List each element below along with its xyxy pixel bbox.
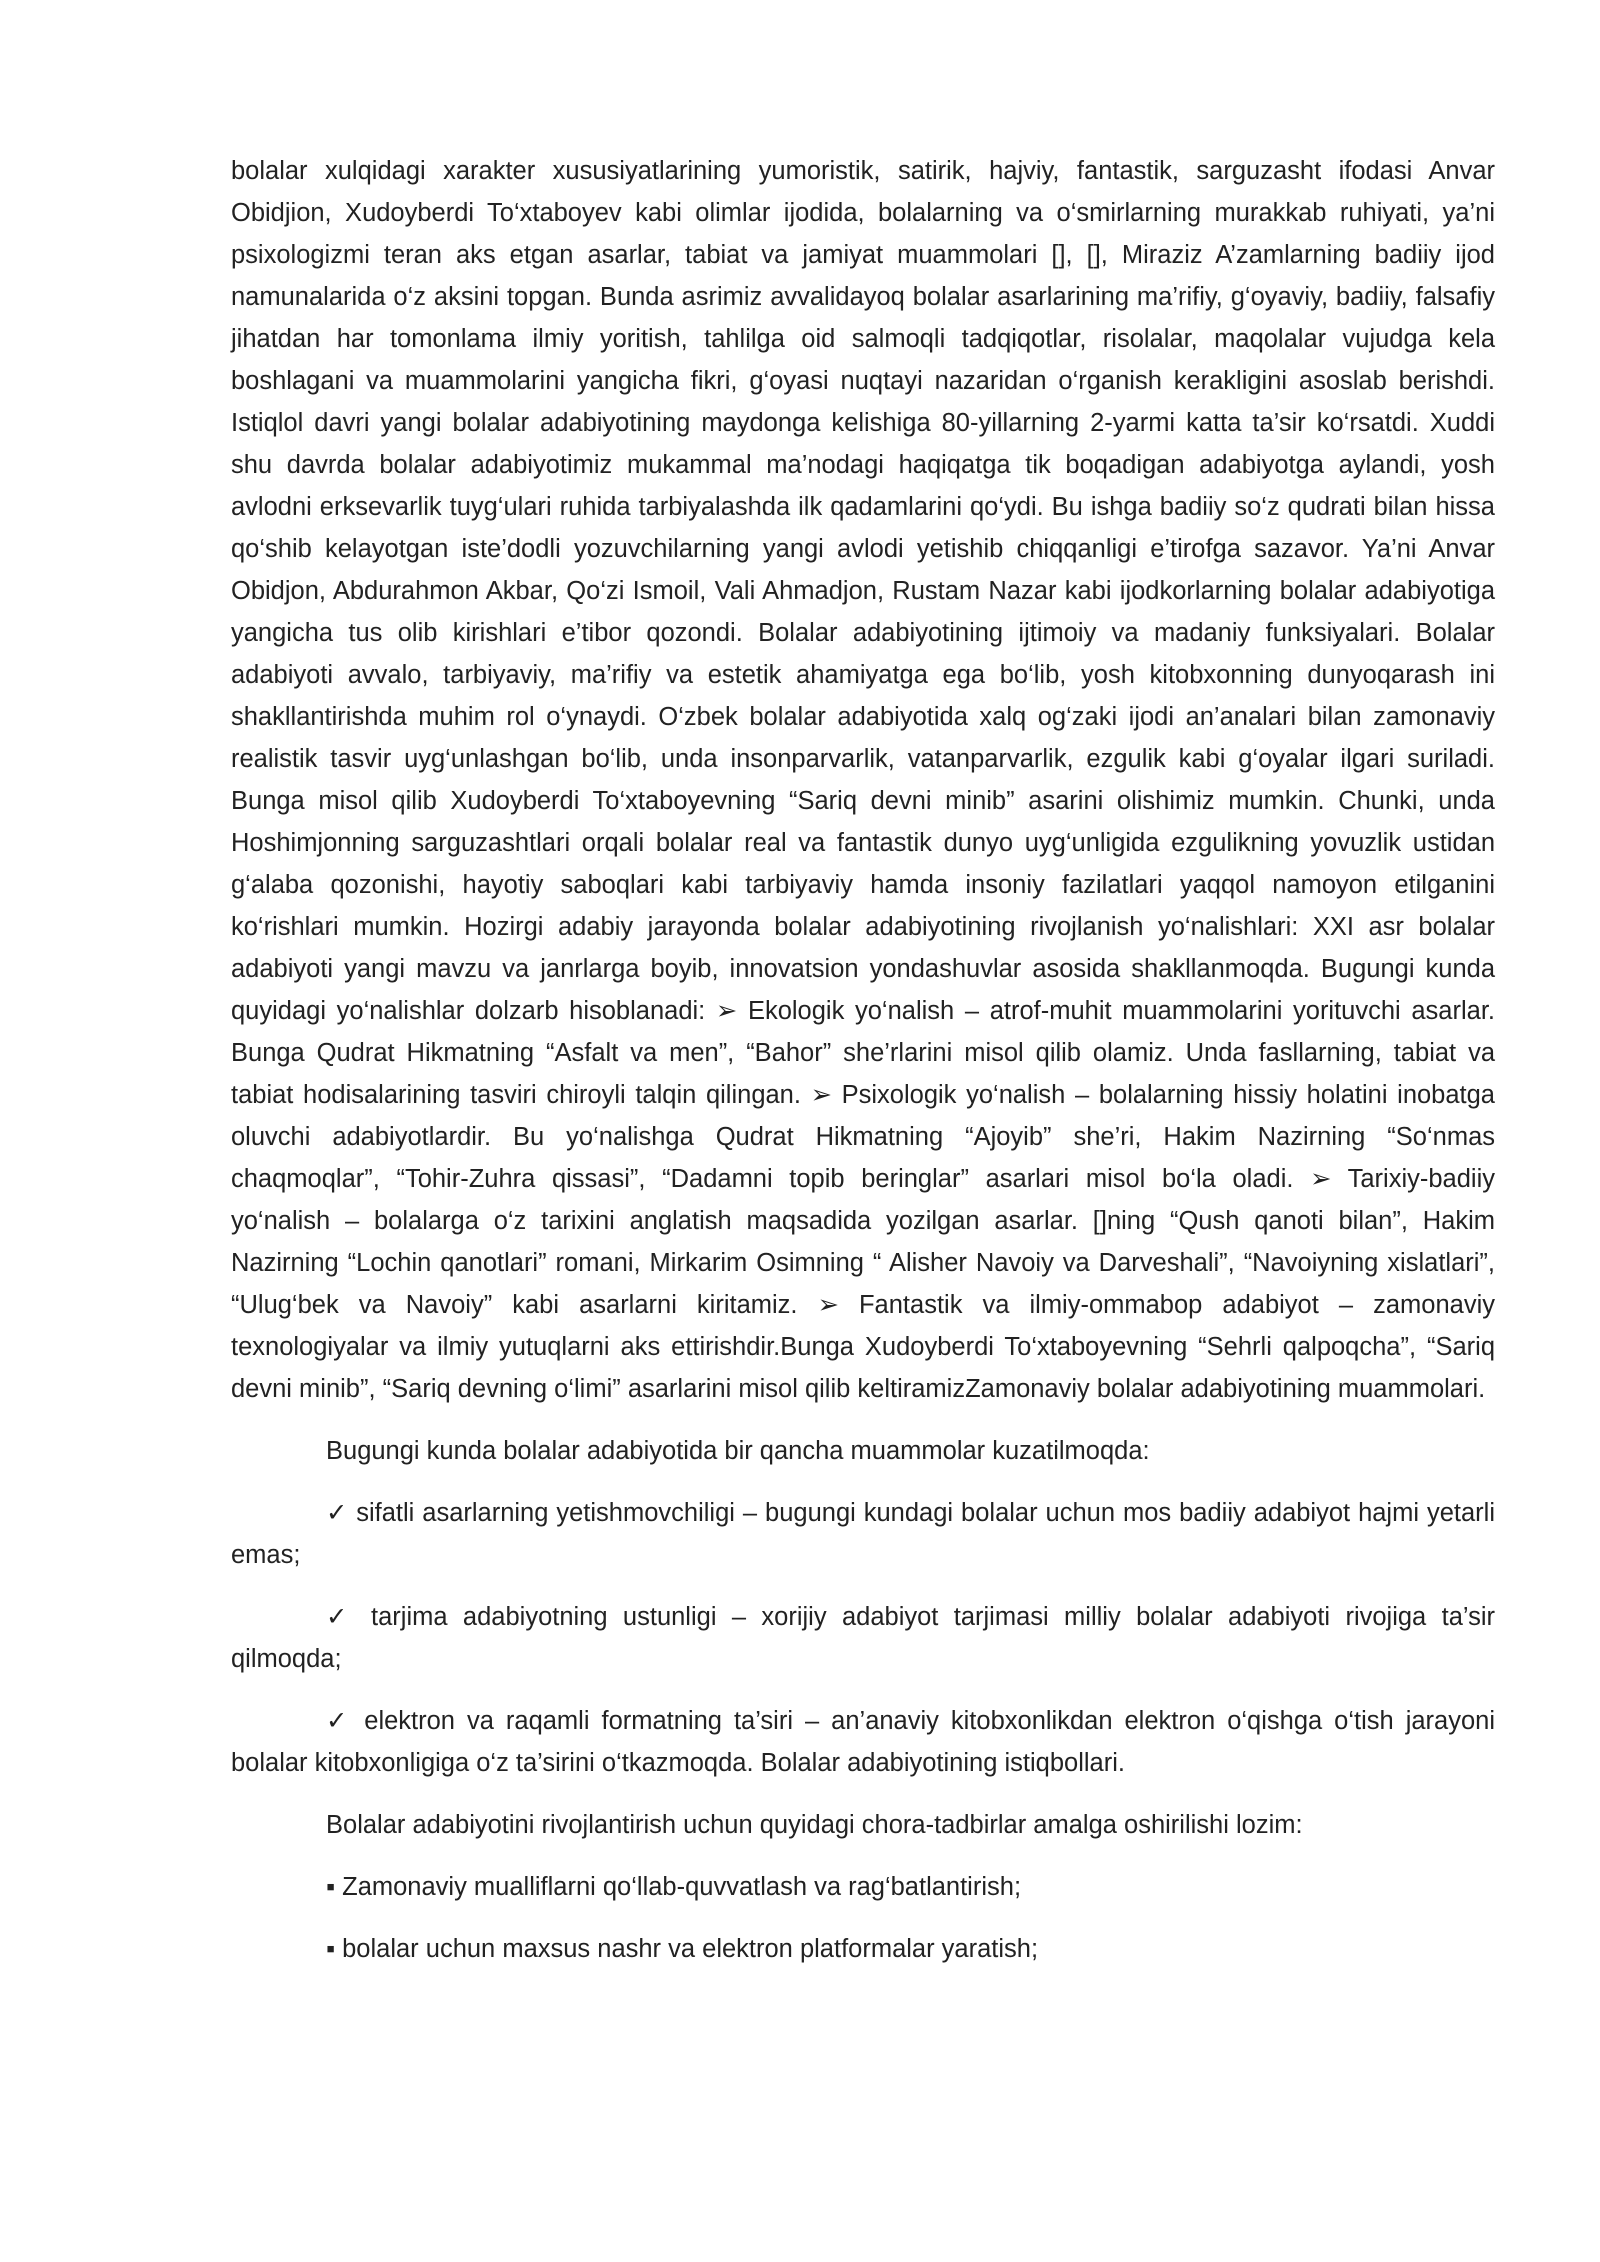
checklist-item-digital: ✓ elektron va raqamli formatning ta’siri – an’anaviy kitobxonlikdan elektron o‘qishga o‘tish jarayoni bolalar kitobxonligiga o‘z ta’sirini o‘tkazmoqda. Bolalar adabiyotining istiqbollari. [231, 1707, 1495, 1777]
checklist-item-quality: ✓ sifatli asarlarning yetishmovchiligi – bugungi kundagi bolalar uchun mos badiiy adabiyot hajmi yetarli emas; [231, 1499, 1495, 1569]
body-paragraph-problems-intro: Bugungi kunda bolalar adabiyotida bir qancha muammolar kuzatilmoqda: [326, 1437, 1150, 1465]
bullet-item-authors: ▪ Zamonaviy mualliflarni qo‘llab-quvvatlash va rag‘batlantirish; [326, 1873, 1022, 1901]
bullet-item-platforms: ▪ bolalar uchun maxsus nashr va elektron platformalar yaratish; [326, 1935, 1039, 1963]
body-paragraph-measures-intro: Bolalar adabiyotini rivojlantirish uchun quyidagi chora-tadbirlar amalga oshirilishi lozim: [326, 1811, 1303, 1839]
checklist-item-translation: ✓ tarjima adabiyotning ustunligi – xorijiy adabiyot tarjimasi milliy bolalar adabiyoti rivojiga ta’sir qilmoqda; [231, 1603, 1495, 1673]
body-paragraph-main: bolalar xulqidagi xarakter xususiyatlarining yumoristik, satirik, hajviy, fantastik, sarguzasht ifodasi Anvar Obidjion, Xudoyberdi To‘xtaboyev kabi olimlar ijodida, bolalarning va o‘smirlarning murakkab ruhiyati, ya’ni psixologizmi teran aks etgan asarlar, tabiat va jamiyat muammolari [], [], Miraziz A’zamlarning badiiy ijod namunalarida o‘z aksini topgan. Bunda asrimiz avvalidayoq bolalar asarlarining ma’rifiy, g‘oyaviy, badiiy, falsafiy jihatdan har tomonlama ilmiy yoritish, tahlilga oid salmoqli tadqiqotlar, risolalar, maqolalar vujudga kela boshlagani va muammolarini yangicha fikri, g‘oyasi nuqtayi nazaridan o‘rganish kerakligini asoslab berishdi. Istiqlol davri yangi bolalar adabiyotining maydonga kelishiga 80-yillarning 2-yarmi katta ta’sir ko‘rsatdi. Xuddi shu davrda bolalar adabiyotimiz mukammal ma’nodagi haqiqatga tik boqadigan adabiyotga aylandi, yosh avlodni erksevarlik tuyg‘ulari ruhida tarbiyalashda ilk qadamlarini qo‘ydi. Bu ishga badiiy so‘z qudrati bilan hissa qo‘shib kelayotgan iste’dodli yozuvchilarning yangi avlodi yetishib chiqqanligi e’tirofga sazavor. Ya’ni Anvar Obidjon, Abdurahmon Akbar, Qo‘zi Ismoil, Vali Ahmadjon, Rustam Nazar kabi ijodkorlarning bolalar adabiyotiga yangicha tus olib kirishlari e’tibor qozondi. Bolalar adabiyotining ijtimoiy va madaniy funksiyalari. Bolalar adabiyoti avvalo, tarbiyaviy, ma’rifiy va estetik ahamiyatga ega bo‘lib, yosh kitobxonning dunyoqarash ini shakllantirishda muhim rol o‘ynaydi. O‘zbek bolalar adabiyotida xalq og‘zaki ijodi an’analari bilan zamonaviy realistik tasvir uyg‘unlashgan bo‘lib, unda insonparvarlik, vatanparvarlik, ezgulik kabi g‘oyalar ilgari suriladi. Bunga misol qilib Xudoyberdi To‘xtaboyevning “Sariq devni minib” asarini olishimiz mumkin. Chunki, unda Hoshimjonning sarguzashtlari orqali bolalar real va fantastik dunyo uyg‘unligida ezgulikning yovuzlik ustidan g‘alaba qozonishi, hayotiy saboqlari kabi tarbiyaviy hamda insoniy fazilatlari yaqqol namoyon etilganini ko‘rishlari mumkin. Hozirgi adabiy jarayonda bolalar adabiyotining rivojlanish yo‘nalishlari: XXI asr bolalar adabiyoti yangi mavzu va janrlarga boyib, innovatsion yondashuvlar asosida shakllanmoqda. Bugungi kunda quyidagi yo‘nalishlar dolzarb hisoblanadi: ➢ Ekologik yo‘nalish – atrof-muhit muammolarini yorituvchi asarlar. Bunga Qudrat Hikmatning “Asfalt va men”, “Bahor” she’rlarini misol qilib olamiz. Unda fasllarning, tabiat va tabiat hodisalarining tasviri chiroyli talqin qilingan. ➢ Psixologik yo‘nalish – bolalarning hissiy holatini inobatga oluvchi adabiyotlardir. Bu yo‘nalishga Qudrat Hikmatning “Ajoyib” she’ri, Hakim Nazirning “So‘nmas chaqmoqlar”, “Tohir-Zuhra qissasi”, “Dadamni topib beringlar” asarlari misol bo‘la oladi. ➢ Tarixiy-badiiy yo‘nalish – bolalarga o‘z tarixini anglatish maqsadida yozilgan asarlar. []ning “Qush qanoti bilan”, Hakim Nazirning “Lochin qanotlari” romani, Mirkarim Osimning “ Alisher Navoiy va Darveshali”, “Navoiyning xislatlari”, “Ulug‘bek va Navoiy” kabi asarlarni kiritamiz. ➢ Fantastik va ilmiy-ommabop adabiyot – zamonaviy texnologiyalar va ilmiy yutuqlarni aks ettirishdir.Bunga Xudoyberdi To‘xtaboyevning “Sehrli qalpoqcha”, “Sariq devni minib”, “Sariq devning o‘limi” asarlarini misol qilib keltiramizZamonaviy bolalar adabiyotining muammolari. [231, 157, 1495, 1403]
document-page [231, 150, 1495, 1970]
